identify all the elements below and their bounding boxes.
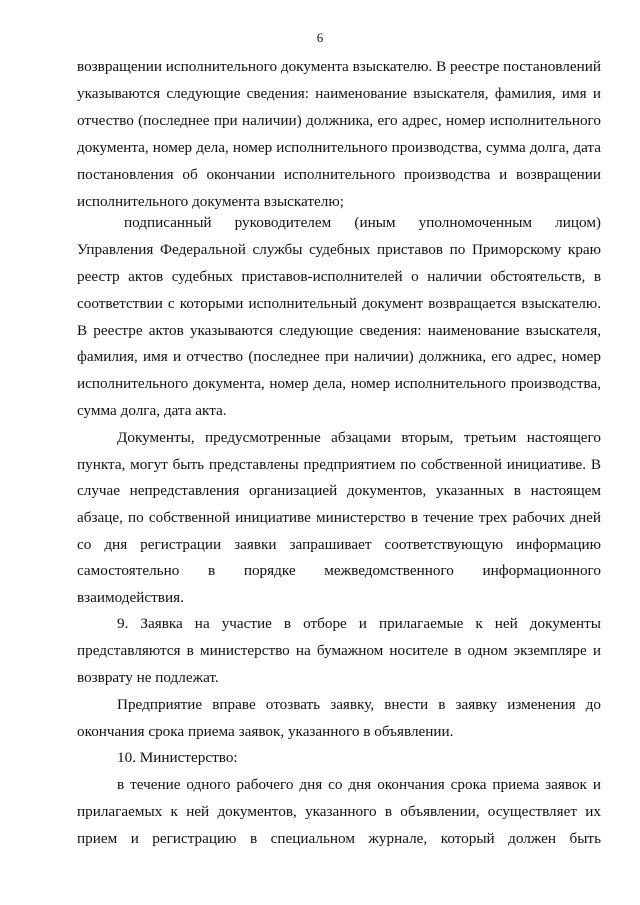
text-line: случае непредставления организацией документов, указанных в настоящем — [77, 482, 601, 499]
text-line: подписанный руководителем (иным уполномоченным лицом) — [124, 214, 601, 231]
text-line: соответствии с которыми исполнительный документ возвращается взыскателю. — [77, 295, 601, 312]
text-line: реестр актов судебных приставов-исполнителей о наличии обстоятельств, в — [77, 268, 601, 285]
text-line: самостоятельно в порядке межведомственного информационного — [77, 562, 601, 579]
text-line: постановления об окончании исполнительного производства и возвращении — [77, 166, 601, 183]
text-line: в течение одного рабочего дня со дня окончания срока приема заявок и — [117, 776, 601, 793]
text-line: пункта, могут быть представлены предприятием по собственной инициативе. В — [77, 456, 601, 473]
text-line: 10. Министерство: — [117, 749, 238, 766]
text-line: указываются следующие сведения: наименование взыскателя, фамилия, имя и — [77, 85, 601, 102]
text-line: прилагаемых к ней документов, указанного в объявлении, осуществляет их — [77, 803, 601, 820]
text-line: фамилия, имя и отчество (последнее при наличии) должника, его адрес, номер — [77, 348, 601, 365]
page-number: 6 — [316, 30, 324, 45]
text-line: сумма долга, дата акта. — [77, 402, 227, 419]
text-line: абзаце, по собственной инициативе министерство в течение трех рабочих дней — [77, 509, 601, 526]
text-line: Предприятие вправе отозвать заявку, внести в заявку изменения до — [117, 696, 601, 713]
text-line: Управления Федеральной службы судебных приставов по Приморскому краю — [77, 241, 601, 258]
text-line: возвращении исполнительного документа взыскателю. В реестре постановлений — [77, 58, 601, 75]
text-line: представляются в министерство на бумажном носителе в одном экземпляре и — [77, 642, 601, 659]
text-line: 9. Заявка на участие в отборе и прилагаемые к ней документы — [117, 615, 601, 632]
text-line: В реестре актов указываются следующие сведения: наименование взыскателя, — [77, 322, 601, 339]
text-line: исполнительного документа, номер дела, номер исполнительного производства, — [77, 375, 601, 392]
text-line: окончания срока приема заявок, указанного в объявлении. — [77, 723, 454, 740]
text-line: возврату не подлежат. — [77, 669, 219, 686]
text-line: Документы, предусмотренные абзацами вторым, третьим настоящего — [117, 429, 601, 446]
text-line: взаимодействия. — [77, 589, 184, 606]
text-line: документа, номер дела, номер исполнительного производства, сумма долга, дата — [77, 139, 601, 156]
text-line: прием и регистрацию в специальном журнале, который должен быть — [77, 830, 601, 847]
text-line: со дня регистрации заявки запрашивает соответствующую информацию — [77, 536, 601, 553]
text-line: исполнительного документа взыскателю; — [77, 193, 344, 210]
text-line: отчество (последнее при наличии) должника, его адрес, номер исполнительного — [77, 112, 601, 129]
